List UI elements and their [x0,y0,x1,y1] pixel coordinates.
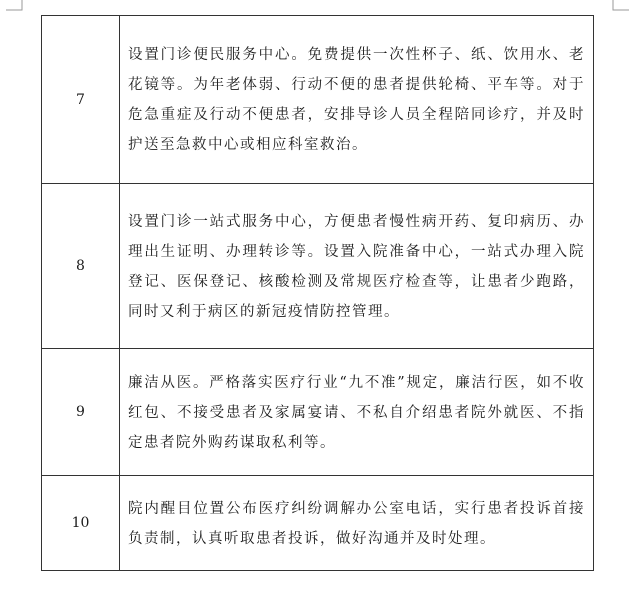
service-measures-table [41,15,594,571]
table-row [42,349,594,476]
row-description: 廉洁从医。严格落实医疗行业“九不准”规定，廉洁行医，如不收红包、不接受患者及家属宴请、不私自介绍患者院外就医、不指定患者院外购药谋取私利等。 [120,349,594,476]
row-number: 9 [42,349,120,476]
table-row [42,476,594,571]
row-description: 院内醒目位置公布医疗纠纷调解办公室电话，实行患者投诉首接负责制，认真听取患者投诉，做好沟通并及时处理。 [120,476,594,571]
table-row [42,184,594,349]
row-number: 10 [42,476,120,571]
row-description: 设置门诊一站式服务中心，方便患者慢性病开药、复印病历、办理出生证明、办理转诊等。设置入院准备中心，一站式办理入院登记、医保登记、核酸检测及常规医疗检查等，让患者少跑路，同时又利于病区的新冠疫情防控管理。 [120,184,594,349]
row-number: 7 [42,16,120,184]
row-number: 8 [42,184,120,349]
table-row [42,16,594,184]
row-description: 设置门诊便民服务中心。免费提供一次性杯子、纸、饮用水、老花镜等。为年老体弱、行动不便的患者提供轮椅、平车等。对于危急重症及行动不便患者，安排导诊人员全程陪同诊疗，并及时护送至急救中心或相应科室救治。 [120,16,594,184]
